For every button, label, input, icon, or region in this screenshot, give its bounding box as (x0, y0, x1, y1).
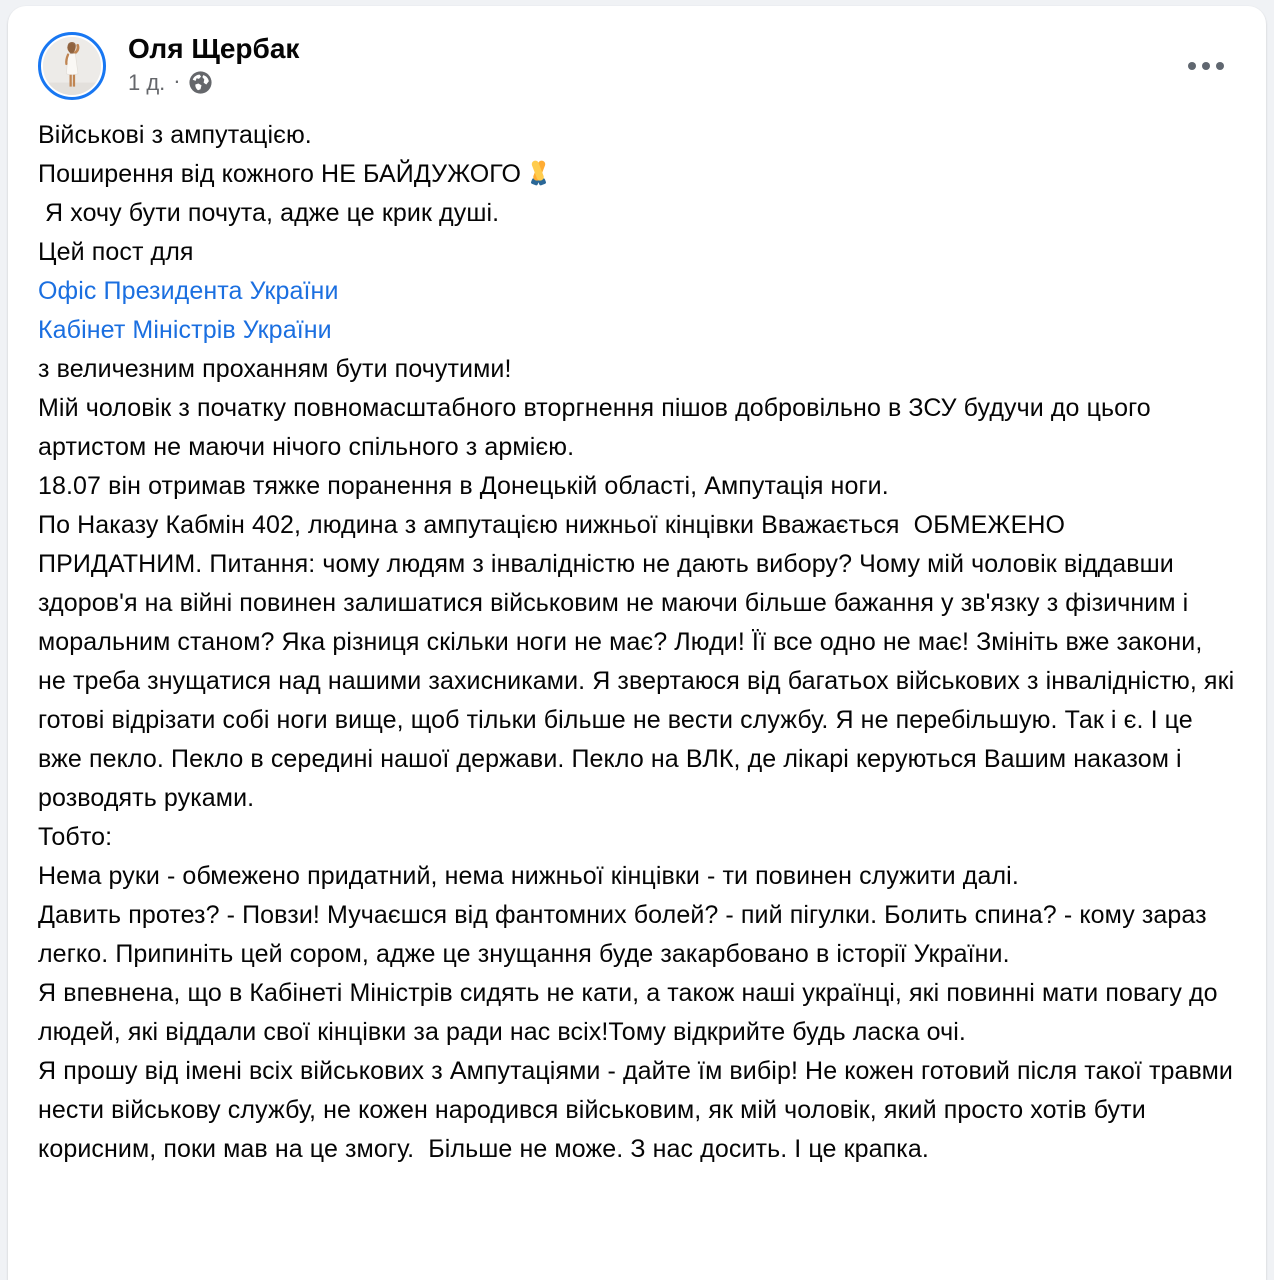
avatar-photo (43, 37, 101, 95)
link-office-of-president-ukraine[interactable]: Офіс Президента України (38, 277, 339, 305)
header-text-block (128, 32, 299, 94)
post-paragraph: Тобто: (38, 823, 113, 851)
post-paragraph: Я хочу бути почута, адже це крик душі. (38, 199, 500, 227)
avatar-figure-woman-in-white-dress (43, 37, 101, 95)
post-options-ellipsis-icon[interactable] (1182, 52, 1230, 80)
post-paragraph: По Наказу Кабмін 402, людина з ампутацією нижньої кінцівки Вважається ОБМЕЖЕНО ПРИДАТНИМ. Питання: чому людям з інвалідністю не дають вибору? Чому мій чоловік віддавши здоров'я на війні повинен залишатися військовим не маючи більше бажання у зв'язку з фізичним і моральним станом? Яка різниця скільки ноги не має? Люди! Її все одно не має! Змініть вже закони, не треба знущатися над нашими захисниками. Я звертаюся від багатьох військових з інвалідністю, які готові відрізати собі ноги вище, щоб тільки більше не вести службу. Я не перебільшую. Так і є. І це вже пекло. Пекло в середині нашої держави. Пекло на ВЛК, де лікарі керуються Вашим наказом і розводять руками. (38, 511, 1242, 812)
post-paragraph: Давить протез? - Повзи! Мучаєшся від фантомних болей? - пий пігулки. Болить спина? - кому зараз легко. Припиніть цей сором, адже це знущання буде закарбовано в історії України. (38, 901, 1214, 968)
post-paragraph: Я прошу від імені всіх військових з Ампутаціями - дайте їм вибір! Не кожен готовий після такої травми нести військову службу, не кожен народився військовим, як мій чоловік, який просто хотів бути корисним, поки мав на це змогу. Більше не може. З нас досить. І це крапка. (38, 1057, 1241, 1163)
link-cabinet-of-ministers-ukraine[interactable]: Кабінет Міністрів України (38, 316, 332, 344)
post-paragraph (38, 311, 1236, 350)
avatar[interactable] (38, 32, 106, 100)
post-paragraph: Цей пост для (38, 238, 194, 266)
post-paragraph: Поширення від кожного НЕ БАЙДУЖОГО (38, 155, 1236, 194)
post-header (38, 32, 1236, 100)
post-card (8, 6, 1266, 1280)
meta-separator: · (173, 68, 181, 94)
post-paragraph (38, 272, 1236, 311)
timestamp-link[interactable]: 1 д. (128, 69, 166, 95)
post-paragraph: з величезним проханням бути почутими! (38, 355, 512, 383)
post-meta (128, 68, 299, 95)
post-paragraph: Нема руки - обмежено придатний, нема нижньої кінцівки - ти повинен служити далі. (38, 862, 1019, 890)
post-body (38, 116, 1242, 1169)
post-paragraph: Мій чоловік з початку повномасштабного вторгнення пішов добровільно в ЗСУ будучи до цього артистом не маючи нічого спільного з армією. (38, 394, 1158, 461)
post-paragraph: Військові з ампутацією. (38, 121, 312, 149)
globe-public-icon (189, 71, 212, 94)
folded-hands-emoji (524, 158, 553, 187)
author-name-link[interactable]: Оля Щербак (128, 33, 300, 64)
post-paragraph: Я впевнена, що в Кабінеті Міністрів сидять не кати, а також наші українці, які повинні мати повагу до людей, які віддали свої кінцівки за ради нас всіх!Тому відкрийте будь ласка очі. (38, 979, 1225, 1046)
post-paragraph: 18.07 він отримав тяжке поранення в Донецькій області, Ампутація ноги. (38, 472, 889, 500)
